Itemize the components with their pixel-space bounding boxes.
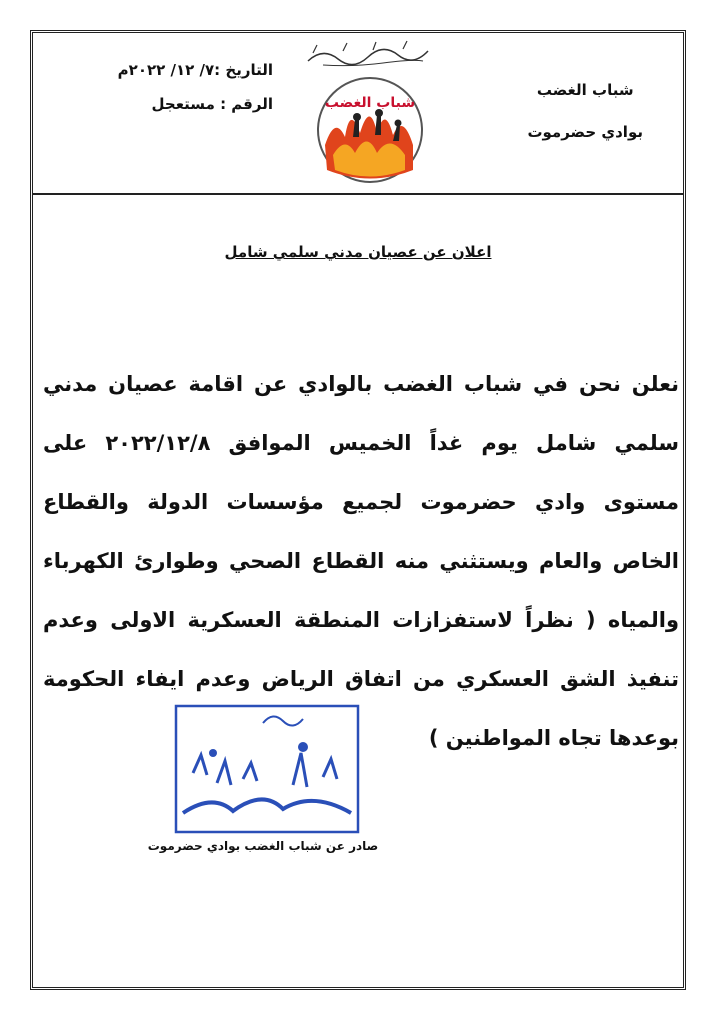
announcement-title: اعلان عن عصيان مدني سلمي شامل: [224, 243, 492, 261]
issuer-signature: صادر عن شباب الغضب بوادي حضرموت: [147, 839, 379, 853]
organization-name: [527, 81, 643, 165]
logo-text: شباب الغضب: [324, 95, 416, 111]
blue-stamp-icon: [173, 703, 361, 835]
announcement-body: نعلن نحن في شباب الغضب بالوادي عن اقامة عصيان مدني سلمي شامل يوم غداً الخميس الموافق ٢٠٢٢/١٢/٨ على مستوى وادي حضرموت لجميع مؤسسات الدولة والقطاع الخاص والعام ويستثني منه القطاع الصحي وطوارئ الكهرباء والمياه ( نظراً لاستفزازات المنطقة العسكرية الاولى وعدم تنفيذ الشق العسكري من اتفاق الرياض وعدم ايفاء الحكومة بوعدها تجاه المواطنين ): [43, 372, 679, 750]
org-line-1: شباب الغضب: [536, 81, 634, 99]
fist-fire-logo-icon: [315, 75, 425, 185]
document-reference: الرقم : مستعجل: [151, 95, 273, 113]
letterhead: [33, 33, 683, 195]
org-line-2: بوادي حضرموت: [527, 123, 643, 141]
document-meta: [113, 61, 273, 129]
document-page: [30, 30, 686, 990]
document-date: التاريخ :٧/ ١٢/ ٢٠٢٢م: [117, 61, 273, 79]
basmala-calligraphy-icon: [303, 39, 433, 69]
